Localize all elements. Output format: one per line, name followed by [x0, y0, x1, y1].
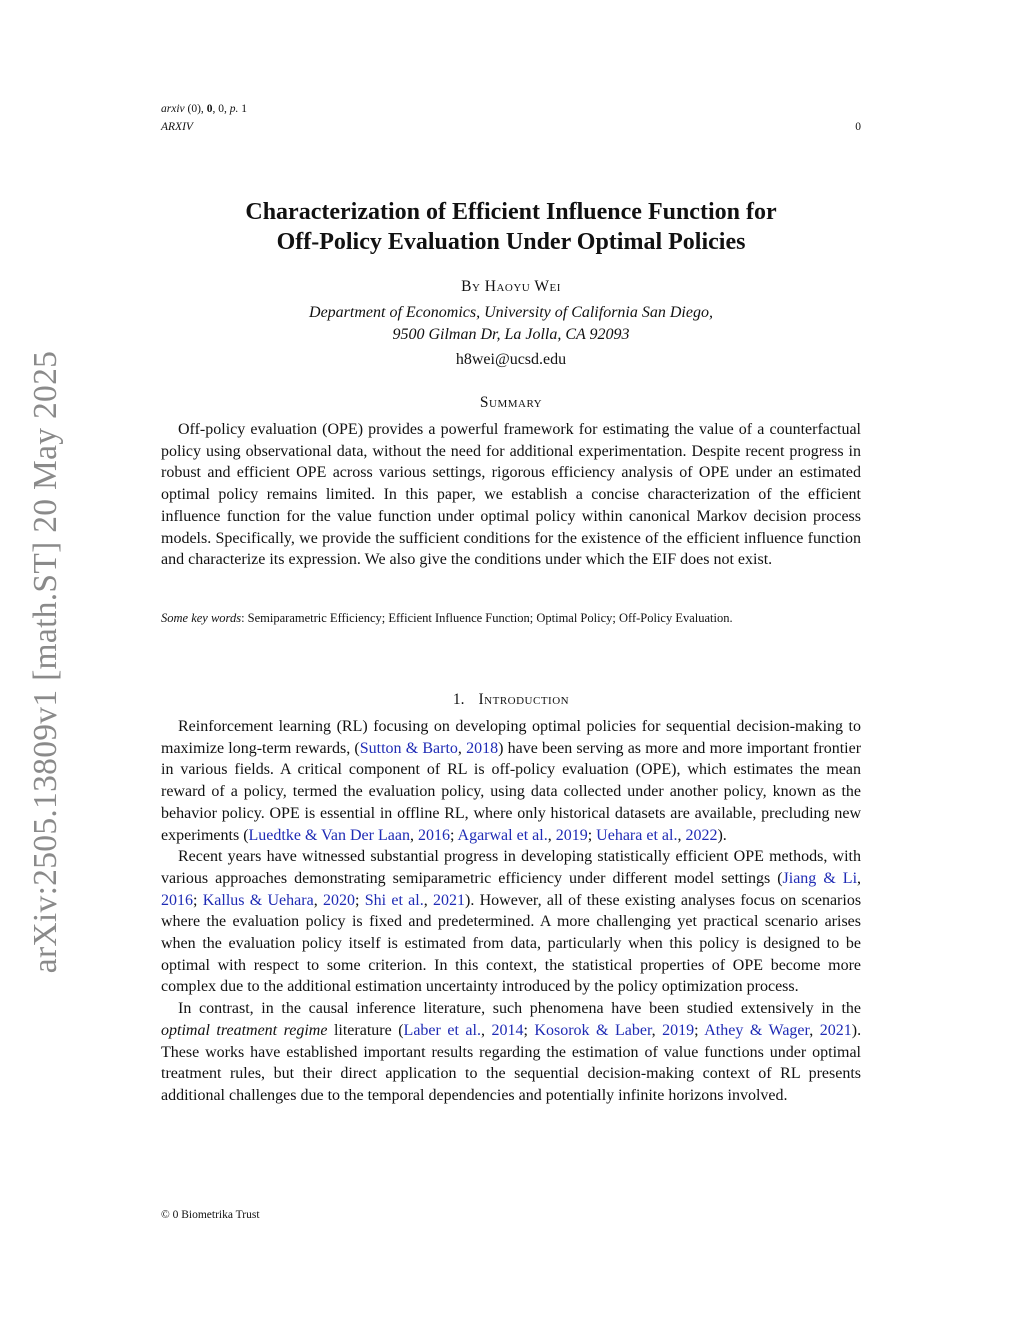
citation-year-link[interactable]: 2019: [662, 1021, 695, 1039]
affiliation-line-1: Department of Economics, University of California San Diego,: [309, 304, 713, 321]
introduction-body: [161, 716, 861, 1107]
journal-rest: , 0,: [212, 103, 227, 115]
text-run: ;: [523, 1021, 535, 1039]
citation-year-link[interactable]: 2016: [161, 891, 193, 909]
page-label: p.: [229, 103, 239, 115]
citation-link[interactable]: Sutton & Barto: [359, 739, 458, 757]
keywords-label: Some key words: [161, 611, 242, 625]
text-run: ,: [547, 826, 556, 844]
journal-volume: (0),: [187, 103, 204, 115]
emphasis: optimal treatment regime: [161, 1021, 328, 1039]
citation-year-link[interactable]: 2021: [819, 1021, 852, 1039]
author-email: h8wei@ucsd.edu: [455, 351, 567, 368]
page-ref: 1: [241, 103, 247, 115]
text-run: ,: [677, 826, 686, 844]
citation-link[interactable]: Jiang & Li: [782, 869, 858, 887]
text-run: ,: [809, 1021, 820, 1039]
text-run: ;: [193, 891, 203, 909]
journal-name: arxiv: [161, 103, 185, 115]
citation-link[interactable]: Laber et al.: [403, 1021, 481, 1039]
affiliation-line-2: 9500 Gilman Dr, La Jolla, CA 92093: [392, 326, 630, 343]
text-run: ;: [694, 1021, 705, 1039]
text-run: ). However, all of these existing analyses focus on scenarios where the evaluation policy is fixed and predetermined. A more challenging yet practical scenario arises when the evaluation policy itself is estimated from data, particularly when this policy is designed to be optimal with respect to some criterion. In this context, the statistical properties of OPE become more complex due to the additional estimation uncertainty introduced by the policy optimization process.: [161, 891, 862, 996]
citation-link[interactable]: Uehara et al.: [596, 826, 678, 844]
summary-text: Off-policy evaluation (OPE) provides a powerful framework for estimating the value of a counterfactual policy using observational data, without the need for additional experimentation. Despite recent progress in robust and efficient OPE across various settings, rigorous efficiency analysis of OPE under an estimated optimal policy remains limited. In this paper, we establish a concise characterization of the efficient influence function for the value function under optimal policy within canonical Markov decision process models. Specifically, we provide the sufficient conditions for the existence of the efficient influence function and characterize its expression. We also give the conditions under which the EIF does not exist.: [161, 421, 861, 569]
text-run: ;: [354, 891, 365, 909]
text-run: literature (: [327, 1021, 404, 1039]
keywords: [161, 611, 861, 626]
author: By Haoyu Wei: [461, 278, 561, 295]
journal-issue: 0: [206, 103, 213, 115]
citation-year-link[interactable]: 2019: [555, 826, 588, 844]
running-header-name: [161, 121, 861, 133]
text-run: ;: [587, 826, 597, 844]
header-name: ARXIV: [161, 121, 193, 133]
citation-link[interactable]: Agarwal et al.: [457, 826, 548, 844]
text-run: ) have been serving as more and more important frontier in various fields. A critical component of RL is off-policy evaluation (OPE), which estimates the mean reward of a policy, termed the evaluation policy, using data collected under another policy, known as the behavior policy. OPE is essential in offline RL, where only historical datasets are available, precluding new experiments (: [161, 739, 862, 844]
text-run: ,: [313, 891, 323, 909]
text-run: Recent years have witnessed substantial progress in developing statistically efficient OPE methods, with various approaches demonstrating semiparametric efficiency under different model settings (: [161, 848, 861, 887]
paragraph-2: [161, 846, 861, 998]
paragraph-3: [161, 998, 861, 1107]
text-run: Reinforcement learning (RL) focusing on developing optimal policies for sequential decision-making to maximize long-term rewards, (: [161, 718, 861, 757]
keywords-text: : Semiparametric Efficiency; Efficient Influence Function; Optimal Policy; Off-Policy Evaluation.: [241, 611, 733, 625]
citation-link[interactable]: Luedtke & Van Der Laan: [248, 826, 410, 844]
text-run: ). These works have established important results regarding the estimation of value functions under optimal treatment rules, but their direct application to the sequential decision-making context of RL presents additional challenges due to the temporal dependencies and potentially infinite horizons involved.: [161, 1021, 862, 1104]
citation-year-link[interactable]: 2022: [685, 826, 718, 844]
citation-year-link[interactable]: 2018: [466, 739, 499, 757]
paper-title: [161, 197, 861, 257]
citation-link[interactable]: Kosorok & Laber: [534, 1021, 652, 1039]
arxiv-identifier-stamp: arXiv:2505.13809v1 [math.ST] 20 May 2025: [27, 350, 64, 974]
citation-link[interactable]: Kallus & Uehara: [202, 891, 314, 909]
title-line-1: Characterization of Efficient Influence Function for: [245, 199, 777, 225]
text-run: ,: [480, 1021, 492, 1039]
text-run: In contrast, in the causal inference literature, such phenomena have been studied extensively in the: [178, 1000, 861, 1018]
citation-year-link[interactable]: 2014: [491, 1021, 524, 1039]
text-run: ,: [409, 826, 418, 844]
affiliation: [161, 302, 861, 346]
copyright-footer: © 0 Biometrika Trust: [161, 1209, 260, 1221]
section-title: Introduction: [478, 691, 570, 708]
citation-year-link[interactable]: 2016: [417, 826, 450, 844]
title-line-2: Off-Policy Evaluation Under Optimal Policies: [276, 229, 746, 255]
text-run: ;: [449, 826, 458, 844]
citation-year-link[interactable]: 2020: [322, 891, 355, 909]
paragraph-1: [161, 716, 861, 846]
summary-heading: Summary: [479, 394, 543, 411]
text-run: ,: [423, 891, 433, 909]
text-run: ,: [457, 739, 467, 757]
citation-link[interactable]: Shi et al.: [364, 891, 424, 909]
page-number: 0: [855, 121, 861, 133]
text-run: ,: [651, 1021, 663, 1039]
text-run: ,: [857, 869, 862, 887]
running-header-journal: [161, 103, 861, 115]
section-number: 1.: [452, 691, 465, 708]
citation-link[interactable]: Athey & Wager: [704, 1021, 810, 1039]
section-heading-introduction: [161, 691, 861, 709]
text-run: ).: [717, 826, 727, 844]
citation-year-link[interactable]: 2021: [433, 891, 465, 909]
